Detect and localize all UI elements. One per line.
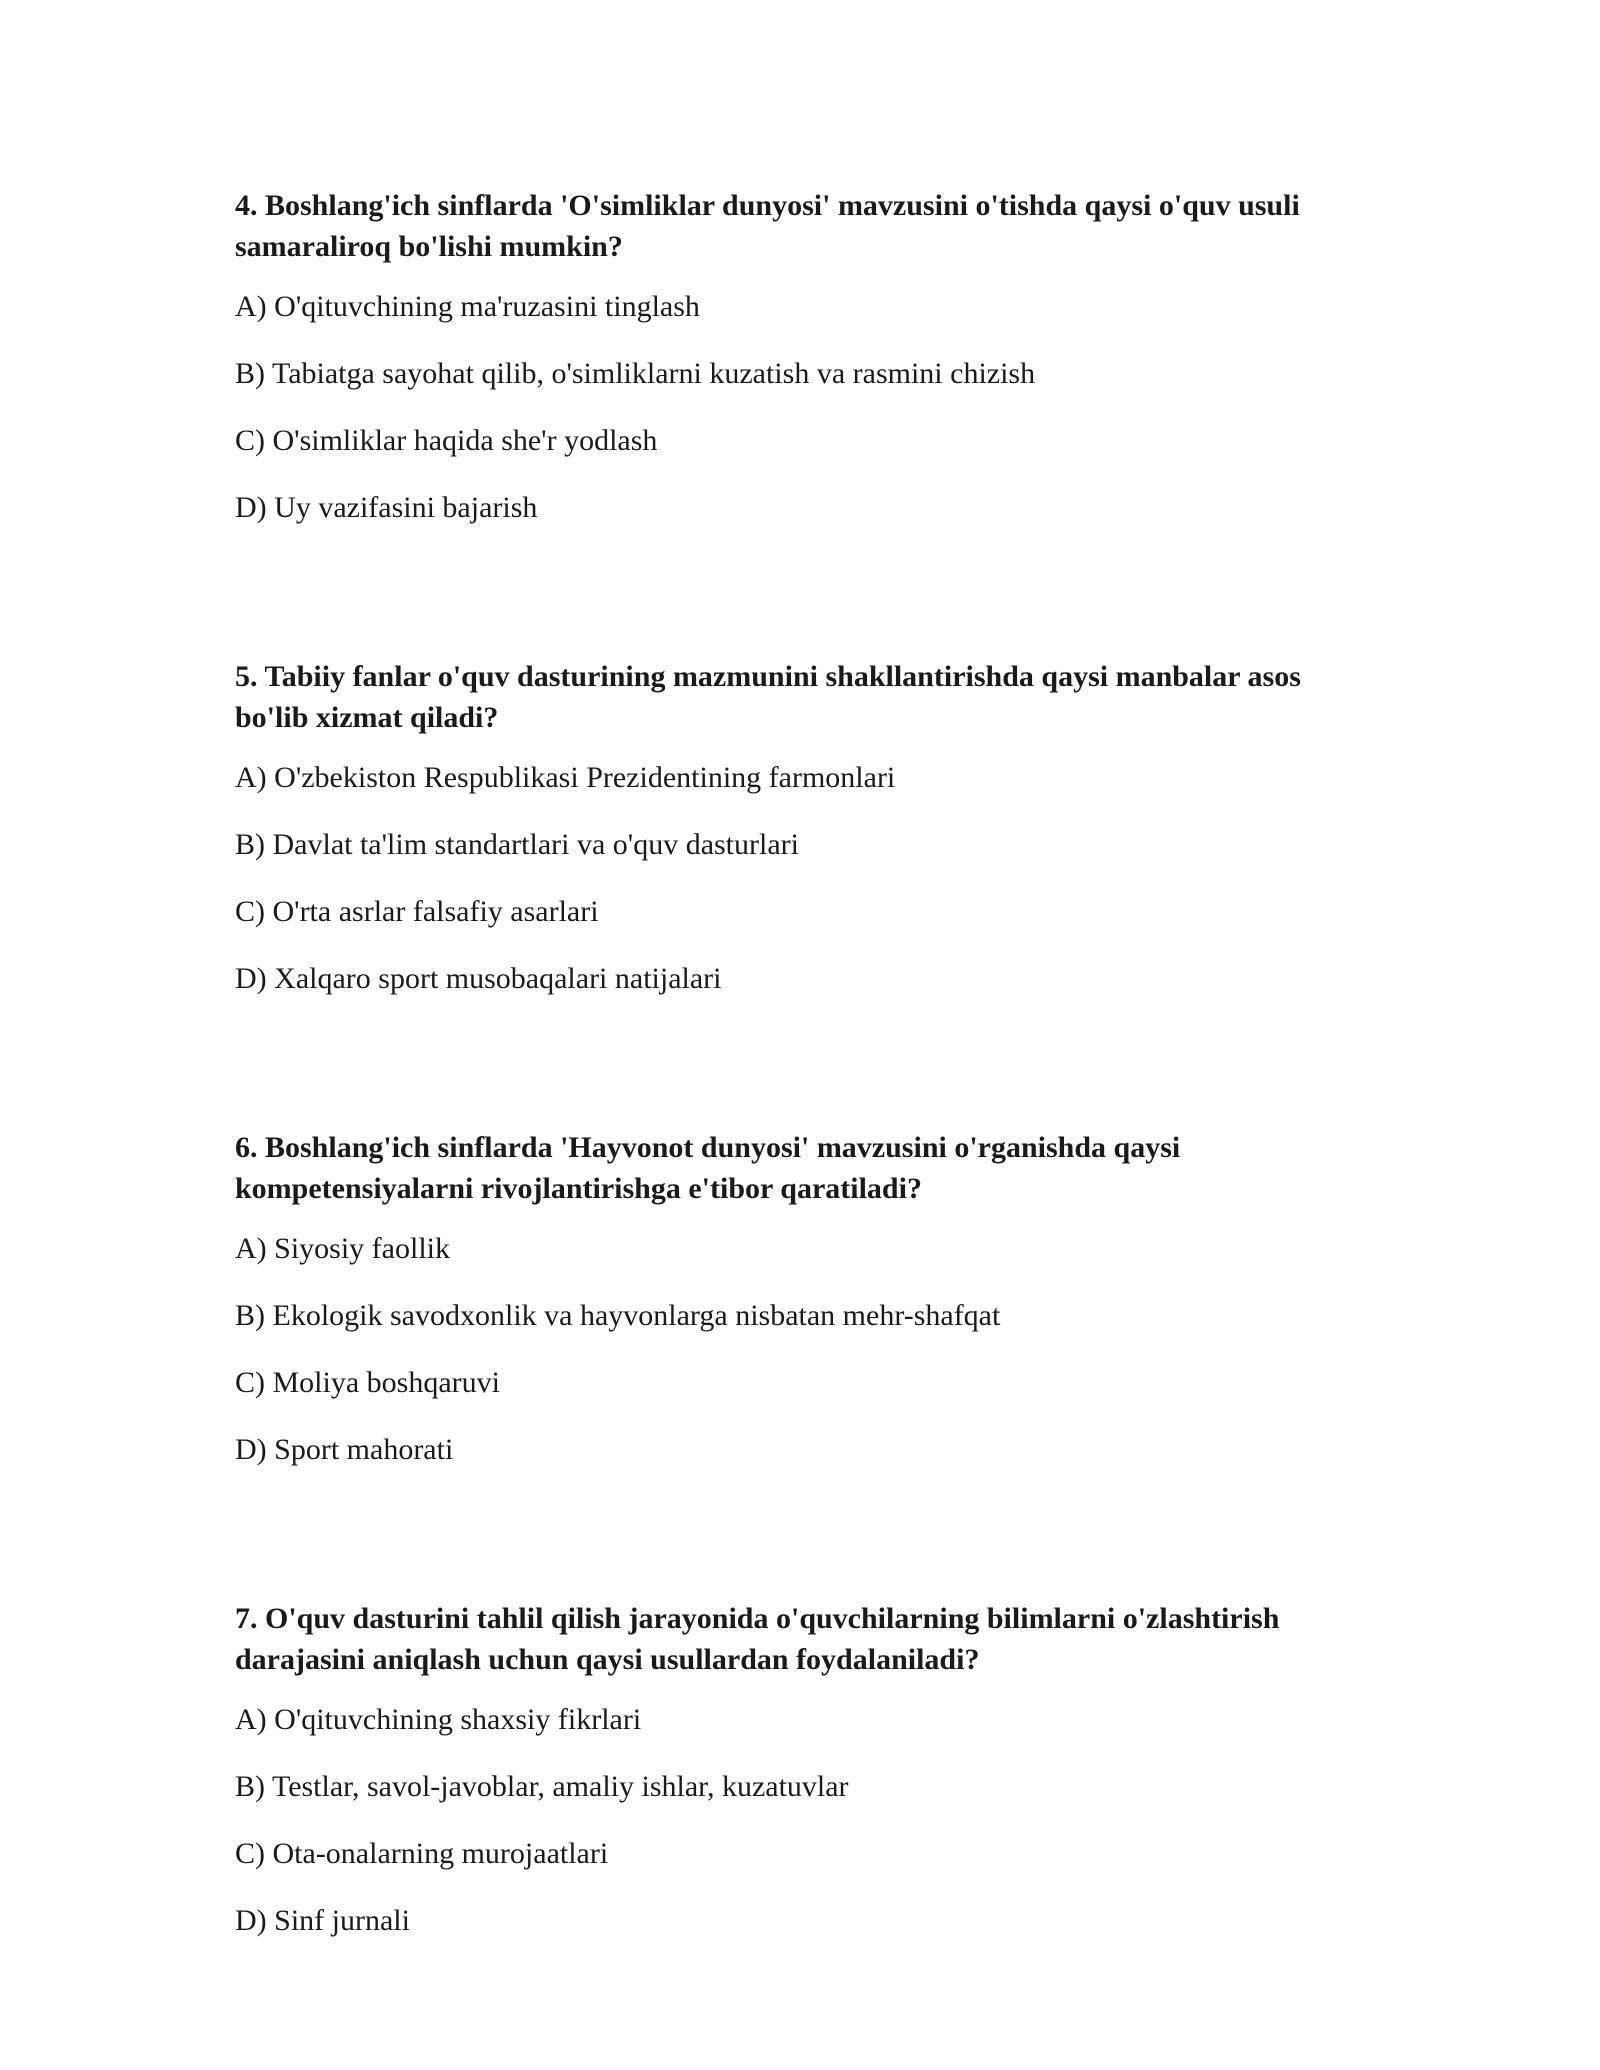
option-b: B) Testlar, savol-javoblar, amaliy ishlar, kuzatuvlar (235, 1770, 849, 1803)
option-a: A) Siyosiy faollik (235, 1232, 450, 1265)
option-c: C) Moliya boshqaruvi (235, 1366, 500, 1399)
option-a: A) O'qituvchining ma'ruzasini tinglash (235, 290, 700, 323)
option-b: B) Davlat ta'lim standartlari va o'quv dasturlari (235, 828, 799, 861)
option-a: A) O'qituvchining shaxsiy fikrlari (235, 1703, 642, 1736)
question-text: 5. Tabiiy fanlar o'quv dasturining mazmunini shakllantirishda qaysi manbalar asos bo'lib xizmat qiladi? (235, 660, 1301, 734)
question-text: 7. O'quv dasturini tahlil qilish jarayonida o'quvchilarning bilimlarni o'zlashtirish darajasini aniqlash uchun qaysi usullardan foydalaniladi? (235, 1602, 1280, 1676)
question-text: 6. Boshlang'ich sinflarda 'Hayvonot dunyosi' mavzusini o'rganishda qaysi kompetensiyalarni rivojlantirishga e'tibor qaratiladi? (235, 1131, 1181, 1205)
question-4 (235, 185, 1375, 526)
question-text: 4. Boshlang'ich sinflarda 'O'simliklar dunyosi' mavzusini o'tishda qaysi o'quv usuli samaraliroq bo'lishi mumkin? (235, 189, 1300, 263)
question-7 (235, 1598, 1375, 1939)
option-b: B) Tabiatga sayohat qilib, o'simliklarni kuzatish va rasmini chizish (235, 357, 1036, 390)
question-5 (235, 656, 1375, 997)
option-d: D) Sport mahorati (235, 1433, 454, 1466)
document-page (235, 185, 1375, 2069)
option-c: C) Ota-onalarning murojaatlari (235, 1837, 609, 1870)
option-b: B) Ekologik savodxonlik va hayvonlarga nisbatan mehr-shafqat (235, 1299, 1001, 1332)
option-d: D) Xalqaro sport musobaqalari natijalari (235, 962, 722, 995)
option-a: A) O'zbekiston Respublikasi Prezidentining farmonlari (235, 761, 896, 794)
option-d: D) Sinf jurnali (235, 1904, 410, 1937)
option-c: C) O'simliklar haqida she'r yodlash (235, 424, 658, 457)
option-d: D) Uy vazifasini bajarish (235, 491, 538, 524)
option-c: C) O'rta asrlar falsafiy asarlari (235, 895, 599, 928)
question-6 (235, 1127, 1375, 1468)
